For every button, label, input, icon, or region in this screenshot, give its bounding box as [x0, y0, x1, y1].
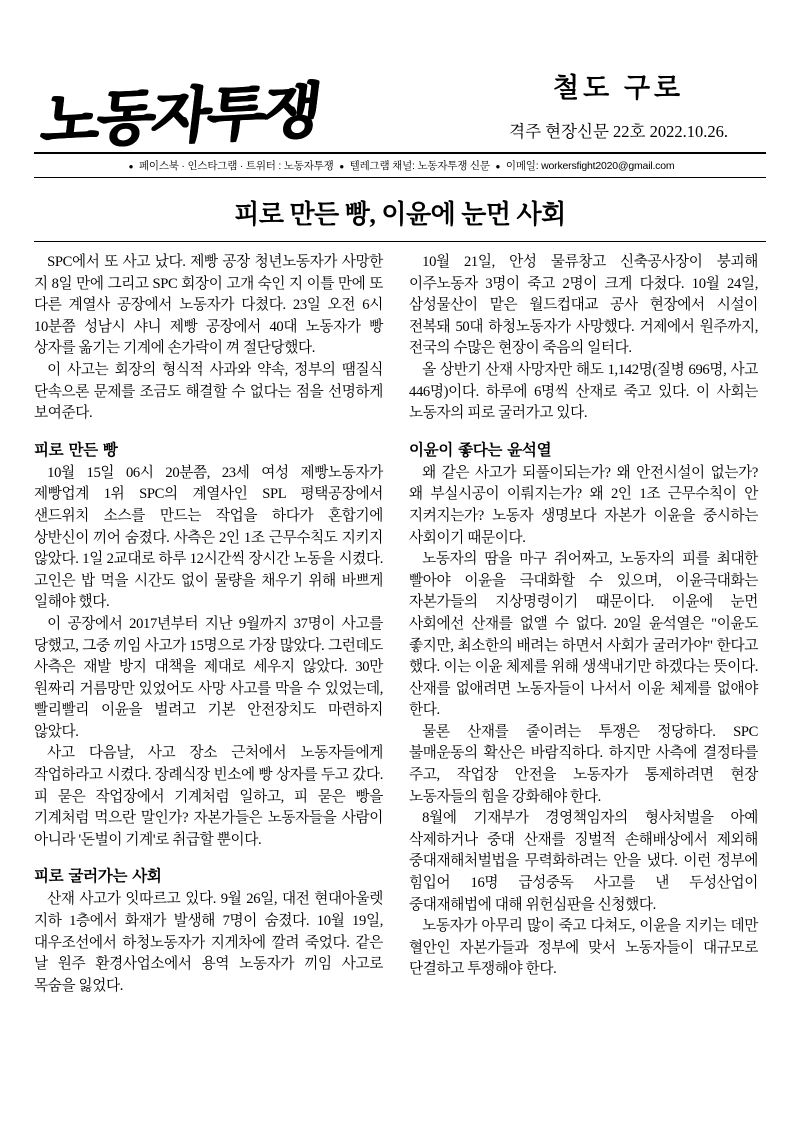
edition-title: 철도 구로 — [553, 72, 685, 103]
paragraph: SPC에서 또 사고 났다. 제빵 공장 청년노동자가 사망한 지 8일 만에 그리고 SPC 회장이 고개 숙인 지 이틀 만에 또 다른 계열사 공장에서 노동자가 다쳤다. 23일 오전 6시 10분쯤 성남시 샤니 제빵 공장에서 40대 노동자가 빵 상자를 옮기는 기계에 손가락이 껴 절단당했다. — [34, 254, 383, 357]
contact-email: 이메일: workersfight2020@gmail.com — [505, 160, 675, 172]
section-heading: 피로 굴러가는 사회 — [34, 867, 162, 886]
masthead — [32, 40, 768, 157]
section-heading: 피로 만든 빵 — [34, 440, 118, 459]
contact-social: 페이스북 · 인스타그램 · 트위터 : 노동자투쟁 — [138, 160, 334, 172]
paragraph: 10월 15일 06시 20분쯤, 23세 여성 제빵노동자가 제빵업계 1위 SPC의 계열사인 SPL 평택공장에서 샌드위치 소스를 만드는 작업을 하다가 혼합기에 상반신이 끼어 숨졌다. 사측은 2인 1조 근무수칙도 지키지 않았다. 1일 2교대로 하루 12시간씩 장시간 노동을 시켰다. 고인은 밥 먹을 시간도 없이 물량을 채우기 위해 바쁘게 일해야 했다. — [34, 464, 383, 611]
paragraph: 8월에 기재부가 경영책임자의 형사처벌을 아예 삭제하거나 중대 산재를 징벌적 손해배상에서 제외해 중대재해처벌법을 무력화하려는 안을 냈다. 이런 정부에 힘입어 16명 급성중독 사고를 낸 두성산업이 중대재해법에 대해 위헌심판을 신청했다. — [409, 810, 758, 913]
column-right — [409, 252, 758, 997]
bullet-icon: ● — [339, 161, 344, 171]
paragraph: 왜 같은 사고가 되풀이되는가? 왜 안전시설이 없는가? 왜 부실시공이 이뤄지는가? 왜 2인 1조 근무수칙이 안 지켜지는가? 노동자 생명보다 자본가 이윤을 중시하는 사회이기 때문이다. — [409, 464, 758, 546]
edition-meta: 격주 현장신문 22호 2022.10.26. — [509, 122, 728, 141]
paragraph: 노동자의 땀을 마구 쥐어짜고, 노동자의 피를 최대한 빨아야 이윤을 극대화할 수 있으며, 이윤극대화는 자본가들의 지상명령이기 때문이다. 이윤에 눈먼 사회에선 산재를 없앨 수 없다. 20일 윤석열은 "이윤도 좋지만, 최소한의 배려는 하면서 사회가 굴러가야" 한다고 했다. 이는 이윤 체제를 위해 생색내기만 하겠다는 뜻이다. 산재를 없애려면 노동자들이 나서서 이윤 체제를 없애야 한다. — [409, 551, 758, 719]
contact-telegram: 텔레그램 채널: 노동자투쟁 신문 — [349, 160, 490, 172]
newspaper-logo — [37, 75, 322, 157]
paragraph: 노동자가 아무리 많이 죽고 다쳐도, 이윤을 지키는 데만 혈안인 자본가들과 정부에 맞서 노동자들이 대규모로 단결하고 투쟁해야 한다. — [409, 918, 758, 978]
section-heading: 이윤이 좋다는 윤석열 — [409, 440, 552, 459]
bullet-icon: ● — [128, 161, 134, 171]
contact-strip — [32, 154, 768, 177]
bullet-icon: ● — [495, 161, 501, 171]
article-columns — [32, 242, 768, 997]
masthead-edition-block — [509, 72, 762, 148]
paragraph: 산재 사고가 잇따르고 있다. 9월 26일, 대전 현대아울렛 지하 1층에서 화재가 발생해 7명이 숨졌다. 10월 19일, 대우조선에서 하청노동자가 지게차에 깔려 죽었다. 같은 날 원주 환경사업소에서 용역 노동자가 끼임 사고로 목숨을 잃었다. — [34, 891, 383, 994]
paragraph: 물론 산재를 줄이려는 투쟁은 정당하다. SPC 불매운동의 확산은 바람직하다. 하지만 사측에 결정타를 주고, 작업장 안전을 노동자가 통제하려면 현장 노동자들의 힘을 강화해야 한다. — [409, 723, 758, 805]
column-left — [34, 252, 383, 997]
paragraph: 이 사고는 회장의 형식적 사과와 약속, 정부의 땜질식 단속으론 문제를 조금도 해결할 수 없다는 점을 선명하게 보여준다. — [34, 361, 383, 422]
paragraph: 올 상반기 산재 사망자만 해도 1,142명(질병 696명, 사고 446명)이다. 하루에 6명씩 산재로 죽고 있다. 이 사회는 노동자의 피로 굴러가고 있다. — [409, 361, 758, 422]
logo-text: 노동자투쟁 — [37, 75, 322, 157]
paragraph: 이 공장에서 2017년부터 지난 9월까지 37명이 사고를 당했고, 그중 끼임 사고가 15명으로 가장 많았다. 그런데도 사측은 재발 방지 대책을 제대로 세우지 않았다. 30만 원짜리 거름망만 있었어도 사망 사고를 막을 수 있었는데, 빨리빨리 이윤을 벌려고 기본 안전장치도 마련하지 않았다. — [34, 615, 383, 740]
paragraph: 사고 다음날, 사고 장소 근처에서 노동자들에게 작업하라고 시켰다. 장례식장 빈소에 빵 상자를 두고 갔다. 피 묻은 작업장에서 기계처럼 일하고, 피 묻은 빵을 기계처럼 먹으란 말인가? 자본가들은 노동자들을 사람이 아니라 '돈벌이 기계'로 취급할 뿐이다. — [34, 745, 383, 848]
page-title: 피로 만든 빵, 이윤에 눈먼 사회 — [234, 200, 566, 229]
paragraph: 10월 21일, 안성 물류창고 신축공사장이 붕괴해 이주노동자 3명이 죽고 2명이 크게 다쳤다. 10월 24일, 삼성물산이 맡은 월드컵대교 공사 현장에서 시설이 전복돼 50대 하청노동자가 사망했다. 거제에서 원주까지, 전국의 수많은 현장이 죽음의 일터다. — [409, 254, 758, 357]
